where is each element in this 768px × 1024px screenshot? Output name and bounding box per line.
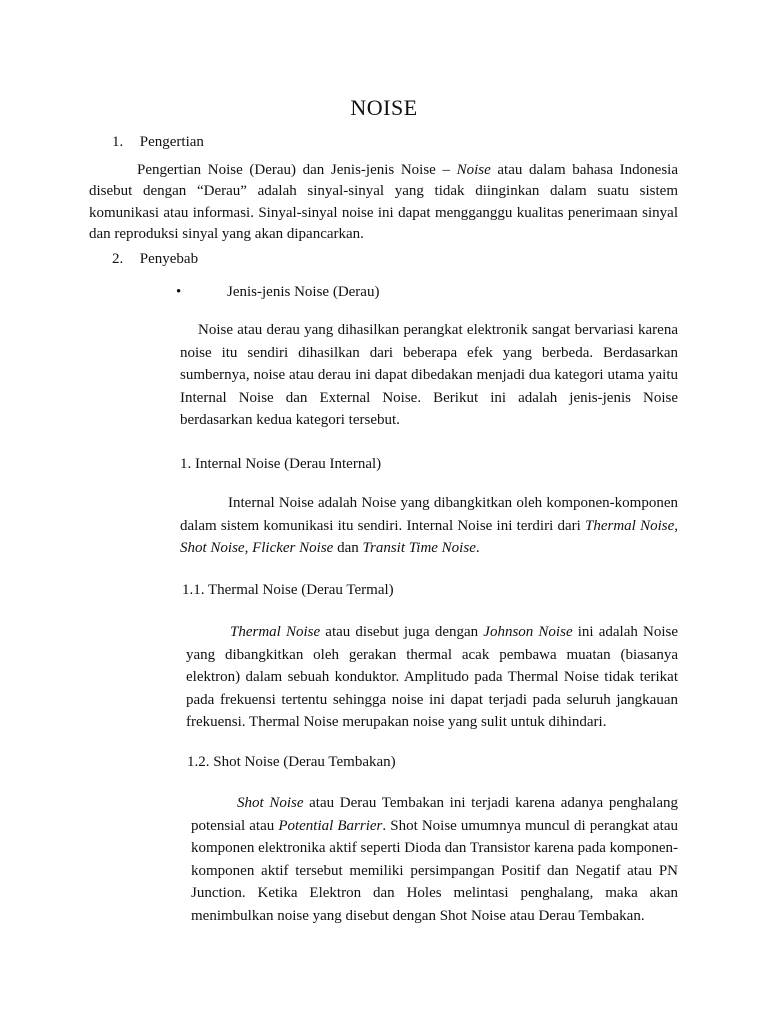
section-2-heading — [112, 249, 672, 270]
section-1-paragraph — [89, 160, 678, 245]
thermal-italic-a: Thermal Noise — [230, 624, 321, 640]
shot-noise-paragraph — [191, 792, 678, 927]
internal-text-a: Internal Noise adalah Noise yang dibangkitkan oleh komponen-komponen dalam sistem komunikasi itu sendiri. Internal Noise ini terdiri dari — [180, 495, 678, 534]
shot-italic-b: Potential Barrier — [278, 817, 383, 834]
shot-text-a: atau Derau Tembakan ini terjadi karena adanya penghalang potensial atau — [191, 795, 678, 834]
section-2-number: 2. — [112, 251, 124, 267]
section-1-italic: Noise — [456, 162, 491, 178]
shot-noise-heading: 1.2. Shot Noise (Derau Tembakan) — [187, 754, 396, 770]
section-1-title: Pengertian — [139, 134, 204, 150]
shot-text-b: . Shot Noise umumnya muncul di perangkat atau komponen elektronika aktif seperti Dioda dan Transistor karena pada komponen-komponen aktif tersebut memiliki persimpangan Positif dan Negatif atau PN Junction. Ketika Elektron dan Holes melintasi penghalang, maka akan menimbulkan noise yang disebut dengan Shot Noise atau Derau Tembakan. — [191, 817, 678, 924]
internal-text-b: dan — [333, 540, 363, 556]
thermal-noise-heading: 1.1. Thermal Noise (Derau Termal) — [182, 582, 394, 598]
bullet-item — [176, 282, 676, 304]
shot-italic-a: Shot Noise — [237, 795, 304, 811]
section-1-text-a: Pengertian Noise (Derau) dan Jenis-jenis Noise – — [137, 162, 457, 178]
section-2-intro: Noise atau derau yang dihasilkan perangkat elektronik sangat bervariasi karena noise itu sendiri dihasilkan dari beberapa efek yang berbeda. Berdasarkan sumbernya, noise atau derau ini dapat dibedakan menjadi dua kategori utama yaitu Internal Noise dan External Noise. Berikut ini adalah jenis-jenis Noise berdasarkan kedua kategori tersebut. — [180, 322, 678, 428]
section-1-text-b: atau dalam bahasa Indonesia disebut dengan “Derau” adalah sinyal-sinyal yang tidak diinginkan dalam suatu sistem komunikasi atau informasi. Sinyal-sinyal noise ini dapat mengganggu kualitas penerimaan sinyal dan reproduksi sinyal yang akan dipancarkan. — [89, 162, 678, 242]
thermal-noise-paragraph — [186, 621, 678, 734]
section-1-number: 1. — [112, 134, 124, 150]
section-2-title: Penyebab — [139, 251, 199, 267]
internal-italic-a: Thermal Noise, Shot Noise, Flicker Noise — [180, 517, 678, 556]
internal-text-c: . — [475, 540, 480, 556]
thermal-text-a: atau disebut juga dengan — [320, 624, 484, 640]
thermal-italic-b: Johnson Noise — [483, 624, 573, 640]
internal-noise-paragraph — [180, 492, 678, 560]
internal-italic-b: Transit Time Noise — [362, 540, 476, 556]
section-1-heading — [112, 132, 672, 153]
bullet-marker: • — [176, 284, 182, 300]
page-title: NOISE — [350, 95, 418, 120]
internal-noise-heading: 1. Internal Noise (Derau Internal) — [180, 456, 382, 472]
thermal-text-b: ini adalah Noise yang dibangkitkan oleh gerakan thermal acak pembawa muatan (biasanya elektron) dalam sebuah konduktor. Amplitudo pada Thermal Noise tidak terikat pada frekuensi tertentu sehingga noise ini dapat terjadi pada seluruh jangkauan frekuensi. Thermal Noise merupakan noise yang sulit untuk dihindari. — [186, 624, 678, 730]
bullet-text: Jenis-jenis Noise (Derau) — [227, 284, 380, 300]
